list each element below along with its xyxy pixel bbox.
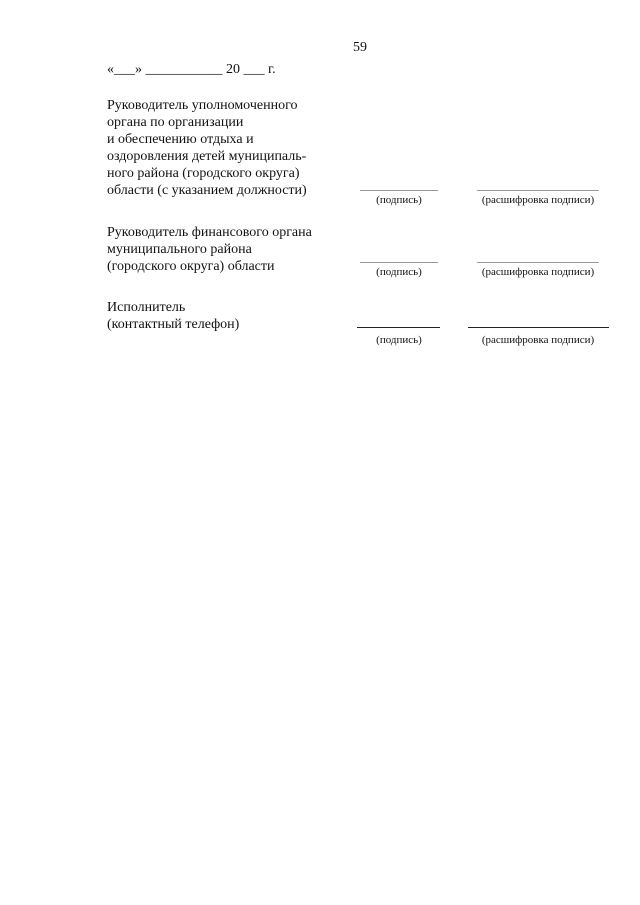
label-line: ного района (городского округа) — [107, 166, 300, 181]
page-number: 59 — [353, 40, 367, 55]
authorized-body-head-label — [107, 97, 307, 199]
decoding-caption: (расшифровка подписи) — [481, 194, 595, 206]
signature-caption: (подпись) — [376, 266, 422, 278]
label-line: органа по организации — [107, 115, 244, 130]
label-line: области (с указанием должности) — [107, 183, 307, 198]
label-line: муниципального района — [107, 242, 252, 257]
signature-caption: (подпись) — [376, 334, 422, 346]
signature-line — [360, 262, 438, 263]
label-line: и обеспечению отдыха и — [107, 132, 254, 147]
label-line: Исполнитель — [107, 300, 186, 315]
finance-body-head-label — [107, 224, 312, 275]
label-line: оздоровления детей муниципаль- — [107, 149, 307, 164]
decoding-caption: (расшифровка подписи) — [481, 334, 595, 346]
label-line: (контактный телефон) — [107, 317, 240, 332]
decoding-line — [477, 190, 599, 191]
label-line: Руководитель финансового органа — [107, 225, 312, 240]
date-line: «___» ___________ 20 ___ г. — [107, 62, 276, 77]
decoding-line — [468, 327, 609, 328]
label-line: (городского округа) области — [107, 259, 275, 274]
decoding-line — [477, 262, 599, 263]
executor-label — [107, 299, 239, 333]
label-line: Руководитель уполномоченного — [107, 98, 298, 113]
signature-line — [357, 327, 440, 328]
signature-caption: (подпись) — [376, 194, 422, 206]
decoding-caption: (расшифровка подписи) — [481, 266, 595, 278]
signature-line — [360, 190, 438, 191]
